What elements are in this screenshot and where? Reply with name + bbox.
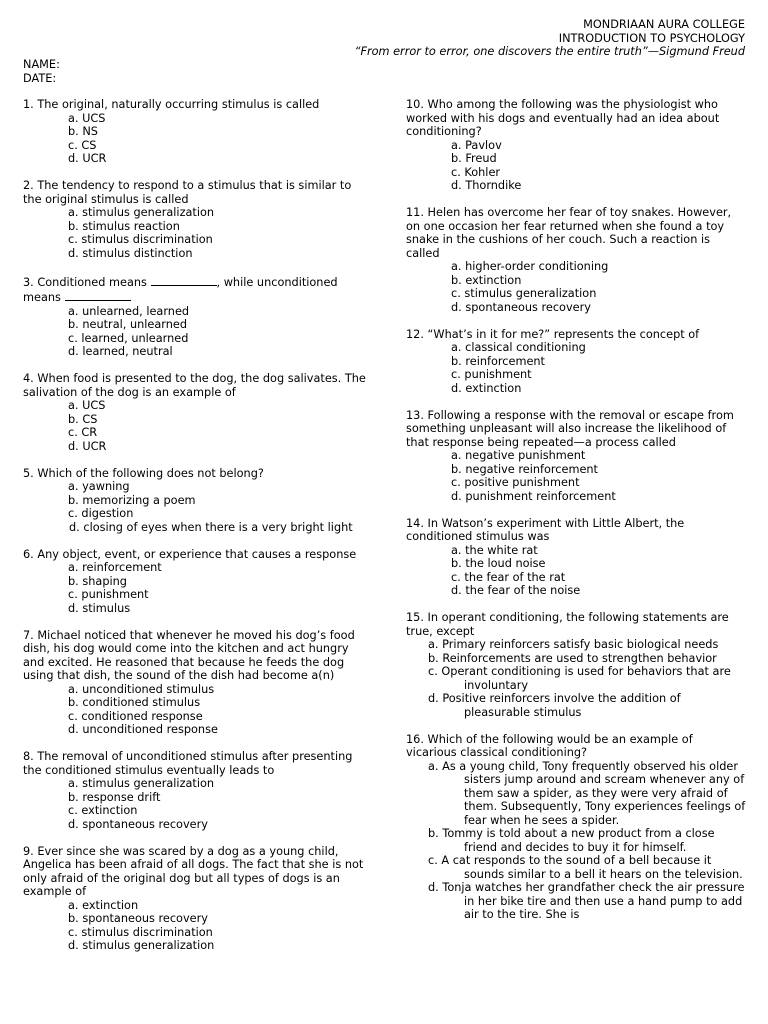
answer-option: d. spontaneous recovery [451,300,591,314]
answer-option: d. UCR [68,152,107,165]
question-stem: 12. “What’s in it for me?” represents the concept of [406,327,700,341]
answer-options [23,399,368,453]
question-item [406,611,746,719]
question-stem: 4. When food is presented to the dog, the dog salivates. The salivation of the dog is an example of [23,372,366,399]
answer-option: c. CS [68,138,97,152]
answer-options [406,638,746,719]
answer-option: c. stimulus discrimination [68,233,213,246]
answer-option: b. conditioned stimulus [68,696,201,709]
answer-options [23,305,368,359]
answer-options [406,341,746,395]
answer-option: a. extinction [68,898,139,912]
answer-option: d. unconditioned response [68,723,218,736]
question-stem: 10. Who among the following was the physiologist who worked with his dogs and eventually had an idea about conditioning? [406,98,720,138]
answer-option: c. the fear of the rat [451,570,566,584]
answer-option: d. closing of eyes when there is a very bright light [69,520,353,534]
answer-option: c. punishment [451,368,532,381]
question-item [406,733,746,922]
answer-option: a. As a young child, Tony frequently observed his older sisters jump around and scream whenever any of them saw a spider, as they were very afraid of them. Subsequently, Tony experiences feelings of fear when he sees a spider. [428,759,746,827]
answer-option: b. negative reinforcement [451,462,598,476]
right-column [406,98,746,935]
answer-options [406,544,746,598]
question-stem: 5. Which of the following does not belong? [23,466,264,480]
question-item [406,409,746,504]
answer-option: b. response drift [68,790,161,804]
answer-options [23,899,368,953]
college-name: MONDRIAAN AURA COLLEGE [583,18,745,31]
answer-option: c. conditioned response [68,709,203,723]
answer-option: c. punishment [68,588,149,601]
document-header [355,18,745,59]
answer-option: a. Primary reinforcers satisfy basic biological needs [428,638,719,651]
answer-option: b. Tommy is told about a new product from a close friend and decides to buy it for himself. [428,827,715,854]
answer-option: d. the fear of the noise [451,584,581,597]
answer-option: a. UCS [68,111,106,125]
answer-option: a. negative punishment [451,449,586,462]
question-item [23,548,368,616]
answer-option: a. stimulus generalization [68,206,215,219]
answer-option: a. Pavlov [451,138,502,152]
question-stem: 8. The removal of unconditioned stimulus after presenting the conditioned stimulus eventually leads to [23,750,353,777]
question-item [23,179,368,260]
answer-options [23,206,368,260]
answer-options [23,112,368,166]
question-stem-part: , while unconditioned means [23,275,338,304]
answer-option: b. shaping [68,574,127,588]
question-stem: 16. Which of the following would be an example of vicarious classical conditioning? [406,732,693,759]
answer-option: b. extinction [451,273,522,287]
answer-option: c. Operant conditioning is used for behaviors that are involuntary [428,665,731,692]
question-stem-part: 3. Conditioned means [23,275,151,289]
answer-option: b. Reinforcements are used to strengthen behavior [428,651,717,665]
left-column [23,98,368,966]
question-item [406,328,746,396]
answer-option: b. spontaneous recovery [68,912,208,925]
answer-option: b. stimulus reaction [68,219,180,233]
question-stem: 1. The original, naturally occurring stimulus is called [23,98,320,111]
answer-option: c. learned, unlearned [68,331,189,345]
answer-option: c. positive punishment [451,476,580,489]
answer-option: c. Kohler [451,165,501,179]
question-stem: 2. The tendency to respond to a stimulus that is similar to the original stimulus is called [23,179,352,206]
answer-option: c. A cat responds to the sound of a bell because it sounds similar to a bell it hears on the television. [428,854,743,881]
question-stem: 7. Michael noticed that whenever he moved his dog’s food dish, his dog would come into the kitchen and act hungry and excited. He reasoned that because he feeds the dog using that dish, the sound of the dish had become a(n) [23,628,355,682]
date-label: DATE: [23,71,57,85]
question-item [406,517,746,598]
answer-option: d. extinction [451,381,522,395]
answer-option: a. higher-order conditioning [451,260,609,273]
answer-option: c. stimulus generalization [451,287,597,300]
answer-option: b. reinforcement [451,354,545,368]
answer-option: d. spontaneous recovery [68,817,208,831]
question-item [406,206,746,314]
answer-option: d. stimulus [68,601,131,615]
answer-option: a. unconditioned stimulus [68,682,215,696]
answer-option: c. stimulus discrimination [68,925,213,939]
answer-option: a. yawning [68,480,130,493]
answer-option: d. Thorndike [451,179,522,192]
answer-blank [151,274,217,286]
question-stem: 9. Ever since she was scared by a dog as a young child, Angelica has been afraid of all dogs. The fact that she is not only afraid of the original dog but all types of dogs is an example of [23,844,364,898]
answer-option: d. stimulus generalization [68,939,215,952]
answer-option: b. NS [68,125,98,138]
question-stem: 13. Following a response with the removal or escape from something unpleasant will also increase the likelihood of that response being repeated—a process called [406,408,734,449]
answer-option: d. Tonja watches her grandfather check the air pressure in her bike tire and then use a hand pump to add air to the tire. She is [428,881,745,921]
question-item [23,467,368,535]
course-title: INTRODUCTION TO PSYCHOLOGY [558,31,745,45]
answer-option: d. punishment reinforcement [451,489,616,503]
answer-option: a. classical conditioning [451,341,586,354]
answer-options [406,760,746,922]
question-item [23,274,368,359]
answer-options [406,449,746,503]
answer-option: d. UCR [68,439,107,453]
question-stem [23,274,368,305]
answer-option: c. digestion [68,507,134,520]
name-label: NAME: [23,58,60,71]
answer-option: d. stimulus distinction [68,246,193,260]
answer-option: b. Freud [451,152,497,165]
question-stem: 15. In operant conditioning, the following statements are true, except [406,611,729,638]
answer-option: a. reinforcement [68,561,162,574]
answer-option: b. the loud noise [451,557,546,570]
answer-option: a. UCS [68,399,106,412]
answer-option: c. extinction [68,804,138,817]
answer-options [23,561,368,615]
answer-option: d. learned, neutral [68,345,173,358]
answer-options [23,480,368,534]
question-item [23,750,368,831]
question-item [23,845,368,953]
answer-option: a. stimulus generalization [68,777,215,790]
question-item [23,372,368,453]
question-stem: 14. In Watson’s experiment with Little Albert, the conditioned stimulus was [406,516,685,543]
question-stem: 6. Any object, event, or experience that causes a response [23,547,357,561]
answer-option: c. CR [68,426,98,439]
answer-option: d. Positive reinforcers involve the addition of pleasurable stimulus [428,692,681,719]
question-item [406,98,746,193]
answer-blank [65,289,131,301]
question-item [23,98,368,166]
answer-option: b. memorizing a poem [68,493,196,507]
answer-options [23,777,368,831]
student-info [23,58,60,85]
answer-options [23,683,368,737]
answer-option: b. CS [68,412,98,426]
answer-option: a. the white rat [451,543,538,557]
answer-options [406,139,746,193]
answer-option: a. unlearned, learned [68,304,190,318]
header-quote: “From error to error, one discovers the entire truth”—Sigmund Freud [354,45,745,58]
question-item [23,629,368,737]
answer-options [406,260,746,314]
question-stem: 11. Helen has overcome her fear of toy snakes. However, on one occasion her fear returned when she found a toy snake in the cushions of her couch. Such a reaction is called [406,206,732,260]
answer-option: b. neutral, unlearned [68,318,187,331]
